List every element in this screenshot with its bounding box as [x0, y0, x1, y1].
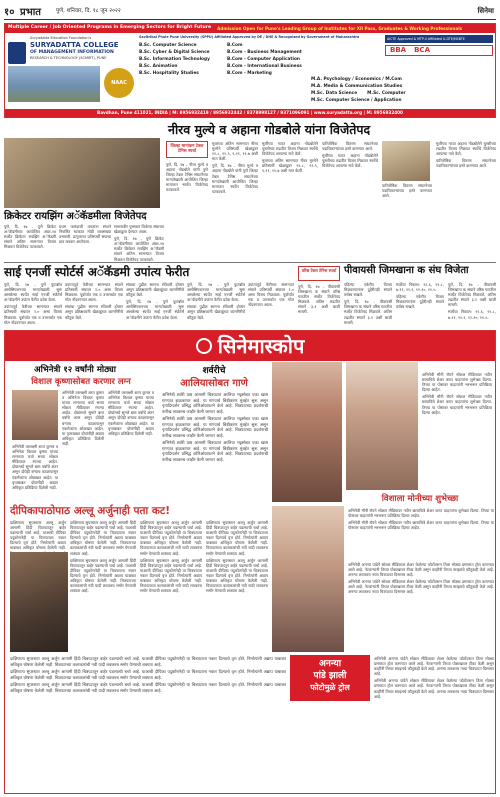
story-football-col4	[187, 282, 245, 328]
story5-headline-line1: अनन्या	[318, 659, 342, 669]
course-bca: BCA	[414, 45, 430, 54]
masthead	[4, 6, 496, 20]
story4-col4	[206, 520, 268, 650]
cinema-banner-title: सिनेमास्कोप	[217, 333, 305, 358]
course-item: M.Sc. Computer	[367, 91, 406, 96]
story4-col2	[70, 520, 136, 650]
story-paragraph: स्पर्धेचा निकाल: ११-६, ११-८, ७-११, ११-९, १२-१०, ११-५.	[448, 309, 496, 320]
story-pickleball-headline: पीवायसी जिमखाना क संघ विजेता	[344, 265, 469, 276]
story-paragraph: दाक्षिणात्य सुपरस्टार अल्लू अर्जुन आगामी हिंदी चित्रपटातून बाहेर पडल्याची चर्चा आहे. याआधी दीपिका पदुकोणनेही या चित्रपटाला नकार दिल्याचे वृत्त होते. निर्मात्यांनी अद्याप याबाबत अधिकृत घोषणा केलेली नाही. चित्रपटाच्या कलाकारांची नवी यादी लवकरच समोर येण्याची शक्यता आहे.	[206, 557, 268, 594]
story5-col2	[10, 656, 286, 790]
story-paragraph: पारितोषिक वितरण संघटनेच्या पदाधिकाऱ्यांच्या हस्ते करण्यात आले.	[322, 141, 378, 152]
story-kids-col2	[212, 141, 258, 208]
story-kids-tag	[166, 141, 208, 158]
story-paragraph: पारितोषिक वितरण संघटनेच्या पदाधिकाऱ्यांच्या हस्ते करण्यात आले.	[436, 158, 496, 169]
story-paragraph: उपांत्यपूर्व फेरीच्या सामन्यात संघाने प्रतिस्पर्धी संघावर २-० असा विजय मिळवला. पूर्वार्धात एक व उत्तरार्धात एक गोल नोंदवण्यात आला.	[65, 282, 123, 303]
course-item: B.Com - International Business	[227, 64, 302, 69]
ad-banner-text: Multiple Career / Job Oriented Programs in Emerging Sectors for Bright Future	[8, 25, 212, 31]
story-paragraph: दाक्षिणात्य सुपरस्टार अल्लू अर्जुन आगामी हिंदी चित्रपटातून बाहेर पडल्याची चर्चा आहे. याआधी दीपिका पदुकोणनेही या चित्रपटाला नकार दिल्याचे वृत्त होते. निर्मात्यांनी अद्याप याबाबत अधिकृत घोषणा केलेली नाही. चित्रपटाच्या कलाकारांची नवी यादी लवकरच समोर येण्याची शक्यता आहे.	[70, 557, 136, 594]
story-paragraph: मुलींच्या गटात अहाना गोडबोलेने चुरशीच्या लढतीत विजय मिळवत स्पर्धेचे विजेतेपद आपल्या नावे केले.	[262, 141, 318, 157]
course-item: M.Sc. Computer Science / Application	[311, 98, 402, 103]
story1-col1	[62, 390, 104, 500]
cinema-banner	[5, 331, 495, 361]
story-football-col1	[4, 282, 62, 328]
campus-photo	[8, 66, 100, 102]
story-paragraph: स्पर्धेचा निकाल: ११-६, ११-८, ७-११, ११-९, १२-१०, ११-५.	[396, 282, 444, 293]
story-paragraph: पुणे, दि. १७ - पुणे फुटबॉल असोसिएशनच्या मान्यतेखाली सुरू असलेल्या स्पर्धेत साई एनर्जी स्पोर्टर्स अॅकॅडमीने उपांत्य फेरीत प्रवेश केला.	[126, 299, 184, 320]
story-pickleball-col3	[396, 282, 444, 328]
story5-headline-line3: फोटोमुळे ट्रोल	[310, 683, 350, 692]
story-cricket-col2	[59, 224, 111, 260]
story-paragraph: अभिनेत्री वरलक्ष्मी शरत कुमार व अभिनेता विशाल कृष्णा यांच्या लग्नाच्या चर्चा सध्या सोशल मीडियावर रंगल्या आहेत. दोघांमध्ये सुमारे बारा वर्षांचे अंतर असून दोघेही बऱ्याच काळापासून एकमेकांना ओळखत आहेत. या वृत्ताबाबत दोघांनीही अद्याप अधिकृत प्रतिक्रिया दिलेली नाही.	[108, 390, 154, 436]
story-paragraph: पुणे, दि. १७ - पीवायसी जिमखाना क संघाने वरिष्ठ गटातील स्पर्धेत विजेतेपद मिळवले. अंतिम लढतीत संघाने ३-१ अशी बाजी मारली.	[298, 284, 340, 315]
story-paragraph: पुणे, दि. १७ - पुणे क्रिकेट अॅकॅडमीच्या आयोजित अंडर-१४ स्पर्धेत क्रिकेटर रायझिंग अॅकॅडमी संघाने अंतिम सामन्यात विजय मिळवत विजेतेपद पटकावले.	[114, 236, 164, 262]
story-kids-col3	[262, 141, 318, 208]
story-paragraph: उपांत्यपूर्व फेरीच्या सामन्यात संघाने प्रतिस्पर्धी संघावर २-० असा विजय मिळवला. पूर्वार्धात एक व उत्तरार्धात एक गोल नोंदवण्यात आला.	[248, 282, 294, 308]
story3-headline: विशाला मोनीच्या शुभेच्छा	[381, 494, 459, 504]
course-item: B.Sc. Animation	[139, 64, 178, 69]
course-item: B.Com - Marketing	[227, 71, 272, 76]
story-pickleball-col2	[344, 282, 392, 328]
story-paragraph: अभिनेत्री मौनी रॉयने सोशल मीडियावर नवीन छायाचित्रे शेअर करत चाहत्यांना शुभेच्छा दिल्या. तिच्या या पोस्टवर चाहत्यांनी भरभरून प्रतिक्रिया दिल्या आहेत.	[348, 520, 494, 531]
story-kids-col1	[166, 162, 208, 208]
story-paragraph: पारितोषिक वितरण संघटनेच्या पदाधिकाऱ्यांच्या हस्ते करण्यात आले.	[382, 183, 432, 199]
course-item: B.Sc. Cyber & Digital Science	[139, 50, 210, 55]
story-paragraph: अभिनेत्री मौनी रॉयने सोशल मीडियावर नवीन छायाचित्रे शेअर करत चाहत्यांना शुभेच्छा दिल्या. तिच्या या पोस्टवर चाहत्यांनी भरभरून प्रतिक्रिया दिल्या आहेत.	[422, 394, 492, 415]
story3-photo	[346, 362, 418, 490]
story-paragraph: संघाचा पुढील सामना रविवारी होणार असून प्रशिक्षकांनी खेळाडूंच्या कामगिरीचे कौतुक केले.	[65, 304, 123, 320]
story-cricket-col1	[4, 224, 56, 260]
story-paragraph: मुलांच्या अंतिम सामन्यात नीरव मुल्येने प्रतिस्पर्धी खेळाडूवर ११-८, ११-९, ९-११, ११-७ अशी मात केली.	[262, 158, 318, 174]
story-paragraph: संघाचा पुढील सामना रविवारी होणार असून प्रशिक्षकांनी खेळाडूंच्या कामगिरीचे कौतुक केले.	[126, 282, 184, 298]
story-paragraph: अभिनेत्री शर्वरी वाघ आगामी चित्रपटात आलिया भट्टसोबत एका खास गाण्यात झळकणार आहे. या गाण्याचे चित्रीकरण मुंबईत सुरू असून नृत्यदिग्दर्शन प्रसिद्ध कोरिओग्राफरने केले आहे. चित्रपटाच्या प्रदर्शनाची तारीख लवकरच जाहीर केली जाणार आहे.	[162, 416, 268, 438]
story-paragraph: अभिनेत्री अनन्या पांडेने सोशल मीडियावर शेअर केलेल्या फोटोंवरून तिला मोठ्या प्रमाणात ट्रोल करण्यात आले आहे. नेटकऱ्यांनी तिच्या पोशाखावर टीका केली असून काहींनी तिच्या स्टाइलचे कौतुकही केले आहे. अनन्या लवकरच नव्या चित्रपटात दिसणार आहे.	[374, 678, 494, 699]
story-paragraph: अभिनेत्री वरलक्ष्मी शरत कुमार व अभिनेता विशाल कृष्णा यांच्या लग्नाच्या चर्चा सध्या सोशल मीडियावर रंगल्या आहेत. दोघांमध्ये सुमारे बारा वर्षांचे अंतर असून दोघेही बऱ्याच काळापासून एकमेकांना ओळखत आहेत. या वृत्ताबाबत दोघांनीही अद्याप अधिकृत प्रतिक्रिया दिलेली नाही.	[12, 444, 58, 490]
course-item: B.Sc. Hospitality Studies	[139, 71, 199, 76]
naac-badge	[104, 68, 134, 98]
story5-col3	[374, 656, 494, 790]
story1-headline-line2: विशाल कृष्णासोबत करणार लग्न	[31, 377, 131, 387]
story-paragraph: दाक्षिणात्य सुपरस्टार अल्लू अर्जुन आगामी हिंदी चित्रपटातून बाहेर पडल्याची चर्चा आहे. याआधी दीपिका पदुकोणनेही या चित्रपटाला नकार दिल्याचे वृत्त होते. निर्मात्यांनी अद्याप याबाबत अधिकृत घोषणा केलेली नाही. चित्रपटाच्या कलाकारांची नवी यादी लवकरच समोर येण्याची शक्यता आहे.	[10, 669, 286, 680]
naac-label: NAAC	[111, 79, 127, 86]
story-kids-col4	[322, 141, 378, 208]
story-pickleball-tag-text: वरिष्ठ टेबल टेनिस स्पर्धा	[301, 268, 337, 273]
story-kids-col6	[436, 141, 496, 208]
story-paragraph: अभिनेत्री मौनी रॉयने सोशल मीडियावर नवीन छायाचित्रे शेअर करत चाहत्यांना शुभेच्छा दिल्या. तिच्या या पोस्टवर चाहत्यांनी भरभरून प्रतिक्रिया दिल्या आहेत.	[348, 508, 494, 519]
story1-headline-line1: अभिनेत्री १२ वर्षांनी मोठ्या	[34, 365, 116, 375]
story-paragraph: पुणे, दि. १७ - नीरव मुल्ये व अहाना गोडबोले यांनी पुणे जिल्हा टेबल टेनिस संघटनेच्या मान्यतेखाली आयोजित जिल्हा मानांकन स्पर्धेत विजेतेपद पटकावले.	[166, 162, 208, 193]
story2-headline-line1: शर्वरीचे	[202, 366, 226, 376]
ad-top-banner	[5, 24, 495, 33]
story5-photo	[272, 506, 344, 652]
story1-photo	[12, 390, 58, 440]
story-paragraph: मुलींच्या गटात अहाना गोडबोलेने चुरशीच्या लढतीत विजय मिळवत स्पर्धेचे विजेतेपद आपल्या नावे केले.	[322, 153, 378, 169]
story5-headline-box	[290, 655, 370, 701]
film-reel-icon	[196, 338, 212, 354]
story-paragraph: दाक्षिणात्य सुपरस्टार अल्लू अर्जुन आगामी हिंदी चित्रपटातून बाहेर पडल्याची चर्चा आहे. याआधी दीपिका पदुकोणनेही या चित्रपटाला नकार दिल्याचे वृत्त होते. निर्मात्यांनी अद्याप याबाबत अधिकृत घोषणा केलेली नाही. चित्रपटाच्या कलाकारांची नवी यादी लवकरच समोर येण्याची शक्यता आहे.	[10, 656, 286, 667]
story-paragraph: पुणे, दि. १७ - पीवायसी जिमखाना क संघाने वरिष्ठ गटातील स्पर्धेत विजेतेपद मिळवले. अंतिम लढतीत संघाने ३-१ अशी बाजी मारली.	[448, 282, 496, 308]
story1-col2	[108, 390, 154, 500]
story-paragraph: मुलांच्या अंतिम सामन्यात नीरव मुल्येने प्रतिस्पर्धी खेळाडूवर ११-८, ११-९, ९-११, ११-७ अशी मात केली.	[212, 141, 258, 162]
story-football-headline: साई एनर्जी स्पोर्टर्स अॅकॅडमी उपांत्य फेरीत	[4, 265, 190, 279]
section-label: सिनेमा	[477, 7, 494, 15]
trophy-photo	[382, 141, 430, 181]
divider	[4, 262, 496, 263]
college-line-0: Suryadatta Education Foundation's	[30, 36, 92, 40]
story-paragraph: अभिनेत्री अनन्या पांडेने सोशल मीडियावर शेअर केलेल्या फोटोंवरून तिला मोठ्या प्रमाणात ट्रोल करण्यात आले आहे. नेटकऱ्यांनी तिच्या पोशाखावर टीका केली असून काहींनी तिच्या स्टाइलचे कौतुकही केले आहे. अनन्या लवकरच नव्या चित्रपटात दिसणार आहे.	[348, 579, 494, 595]
story-paragraph: संघाचा पुढील सामना रविवारी होणार असून प्रशिक्षकांनी खेळाडूंच्या कामगिरीचे कौतुक केले.	[187, 304, 245, 320]
story-paragraph: प्रथम फलंदाजी करताना संघाने निर्धारित षटकांत मोठी धावसंख्या उभारली. प्रत्युत्तरात प्रतिस्पर्धी संघाचा डाव लवकर आटोपला.	[59, 224, 111, 245]
story-paragraph: पुणे, दि. १७ - पुणे फुटबॉल असोसिएशनच्या मान्यतेखाली सुरू असलेल्या स्पर्धेत साई एनर्जी स्पोर्टर्स अॅकॅडमीने उपांत्य फेरीत प्रवेश केला.	[4, 282, 62, 303]
course-bba: BBA	[390, 45, 407, 54]
story-paragraph: अभिनेत्री अनन्या पांडेने सोशल मीडियावर शेअर केलेल्या फोटोंवरून तिला मोठ्या प्रमाणात ट्रोल करण्यात आले आहे. नेटकऱ्यांनी तिच्या पोशाखावर टीका केली असून काहींनी तिच्या स्टाइलचे कौतुकही केले आहे. अनन्या लवकरच नव्या चित्रपटात दिसणार आहे.	[348, 562, 494, 578]
story-paragraph: दाक्षिणात्य सुपरस्टार अल्लू अर्जुन आगामी हिंदी चित्रपटातून बाहेर पडल्याची चर्चा आहे. याआधी दीपिका पदुकोणनेही या चित्रपटाला नकार दिल्याचे वृत्त होते. निर्मात्यांनी अद्याप याबाबत अधिकृत घोषणा केलेली नाही.	[10, 520, 66, 551]
story-cricket-headline: क्रिकेटर रायझिंग अॅकॅडमीला विजेतेपद	[4, 211, 147, 222]
ad-footer	[5, 109, 495, 117]
course-item: B.Sc. Computer Science	[139, 43, 197, 48]
story-paragraph: पुणे, दि. १७ - पुणे फुटबॉल असोसिएशनच्या मान्यतेखाली सुरू असलेल्या स्पर्धेत साई एनर्जी स्पोर्टर्स अॅकॅडमीने उपांत्य फेरीत प्रवेश केला.	[187, 282, 245, 303]
courses-col1	[139, 42, 223, 77]
story-football-col3	[126, 282, 184, 328]
story-paragraph: दाक्षिणात्य सुपरस्टार अल्लू अर्जुन आगामी हिंदी चित्रपटातून बाहेर पडल्याची चर्चा आहे. याआधी दीपिका पदुकोणनेही या चित्रपटाला नकार दिल्याचे वृत्त होते. निर्मात्यांनी अद्याप याबाबत अधिकृत घोषणा केलेली नाही. चित्रपटाच्या कलाकारांची नवी यादी लवकरच समोर येण्याची शक्यता आहे.	[140, 557, 202, 594]
story4-headline: दीपिकापाठोपाठ अल्लू अर्जुनाही पता कट!	[10, 505, 171, 517]
college-line-3: RESEARCH & TECHNOLOGY (SCMIRT), PUNE	[30, 56, 107, 60]
story-pickleball-tag	[298, 266, 340, 281]
story2-col1	[162, 392, 268, 500]
story4-col1	[10, 520, 66, 550]
story-paragraph: मुलींच्या गटात अहाना गोडबोलेने चुरशीच्या लढतीत विजय मिळवत स्पर्धेचे विजेतेपद आपल्या नावे केले.	[436, 141, 496, 157]
story5-col1	[348, 562, 494, 652]
course-item: M.Sc. Data Science	[311, 91, 358, 96]
courses-col3	[311, 76, 495, 104]
story-kids-headline: नीरव मुल्ये व अहाना गोडबोले यांना विजेतेपद	[168, 122, 371, 137]
ad-block	[4, 23, 496, 118]
story-pickleball-col4	[448, 282, 496, 328]
story-paragraph: अभिनेत्री शर्वरी वाघ आगामी चित्रपटात आलिया भट्टसोबत एका खास गाण्यात झळकणार आहे. या गाण्याचे चित्रीकरण मुंबईत सुरू असून नृत्यदिग्दर्शन प्रसिद्ध कोरिओग्राफरने केले आहे. चित्रपटाच्या प्रदर्शनाची तारीख लवकरच जाहीर केली जाणार आहे.	[162, 392, 268, 414]
ad-banner-right: Admission Open for Pune's Leading Group of Institutes for XII Pass, Graduates & Working Professionals	[217, 25, 463, 31]
course-item: M.A. Psychology / Economics / M.Com	[311, 77, 402, 82]
story-paragraph: पुणे, दि. १७ - पुणे क्रिकेट अॅकॅडमीच्या आयोजित अंडर-१४ स्पर्धेत क्रिकेटर रायझिंग अॅकॅडमी संघाने अंतिम सामन्यात विजय मिळवत विजेतेपद पटकावले.	[4, 224, 56, 250]
course-item: B.Com - Computer Application	[227, 57, 300, 62]
story-kids-tag-text: जिल्हा मानांकन टेबल टेनिस स्पर्धा	[170, 144, 204, 154]
college-line-1: SURYADATTA COLLEGE	[30, 41, 119, 49]
story-paragraph: अभिनेत्री शर्वरी वाघ आगामी चित्रपटात आलिया भट्टसोबत एका खास गाण्यात झळकणार आहे. या गाण्याचे चित्रीकरण मुंबईत सुरू असून नृत्यदिग्दर्शन प्रसिद्ध कोरिओग्राफरने केले आहे. चित्रपटाच्या प्रदर्शनाची तारीख लवकरच जाहीर केली जाणार आहे.	[162, 440, 268, 462]
story5-headline-line2: पांडे झाली	[313, 671, 347, 681]
story-paragraph: पुणे, दि. १७ - पीवायसी जिमखाना क संघाने वरिष्ठ गटातील स्पर्धेत विजेतेपद मिळवले. अंतिम लढतीत संघाने ३-१ अशी बाजी मारली.	[344, 299, 392, 325]
courses-col2	[227, 42, 309, 77]
story1-col1b	[12, 444, 58, 500]
date-line: पुणे, शनिवार, दि. १८ जून २०२२	[56, 8, 121, 14]
course-item: B.Com	[227, 43, 243, 48]
bba-bca-box	[385, 45, 493, 56]
story2-photo	[272, 362, 342, 502]
story-cricket-col3	[114, 224, 164, 260]
course-item: B.Com - Business Management	[227, 50, 302, 55]
story-paragraph: अभिनेत्री वरलक्ष्मी शरत कुमार व अभिनेता विशाल कृष्णा यांच्या लग्नाच्या चर्चा सध्या सोशल मीडियावर रंगल्या आहेत. दोघांमध्ये सुमारे बारा वर्षांचे अंतर असून दोघेही बऱ्याच काळापासून एकमेकांना ओळखत आहेत. या वृत्ताबाबत दोघांनीही अद्याप अधिकृत प्रतिक्रिया दिलेली नाही.	[62, 390, 104, 446]
story4-photo	[10, 552, 68, 652]
story-paragraph: उपांत्यपूर्व फेरीच्या सामन्यात संघाने प्रतिस्पर्धी संघावर २-० असा विजय मिळवला. पूर्वार्धात एक व उत्तरार्धात एक गोल नोंदवण्यात आला.	[4, 304, 62, 325]
college-block	[8, 36, 136, 104]
story3-col	[422, 372, 492, 492]
university-line: Savitribai Phule Pune University (SPPU) Affiliated Approved by DE / DHE & Recognized by Government of Maharashtra	[139, 35, 360, 39]
story-kids-col5	[382, 183, 432, 208]
story-paragraph: अभिनेत्री मौनी रॉयने सोशल मीडियावर नवीन छायाचित्रे शेअर करत चाहत्यांना शुभेच्छा दिल्या. तिच्या या पोस्टवर चाहत्यांनी भरभरून प्रतिक्रिया दिल्या आहेत.	[422, 372, 492, 393]
course-item: B.Sc. Information Technology	[139, 57, 210, 62]
story-football-col5	[248, 282, 294, 328]
story-paragraph: पुणे, दि. १७ - नीरव मुल्ये व अहाना गोडबोले यांनी पुणे जिल्हा टेबल टेनिस संघटनेच्या मान्यतेखाली आयोजित जिल्हा मानांकन स्पर्धेत विजेतेपद पटकावले.	[212, 163, 258, 194]
story-paragraph: पहिल्या एकेरीत विजय मिळवल्यानंतर दुहेरीतही संघाने वर्चस्व राखले.	[396, 294, 444, 310]
story-paragraph: दाक्षिणात्य सुपरस्टार अल्लू अर्जुन आगामी हिंदी चित्रपटातून बाहेर पडल्याची चर्चा आहे. याआधी दीपिका पदुकोणनेही या चित्रपटाला नकार दिल्याचे वृत्त होते. निर्मात्यांनी अद्याप याबाबत अधिकृत घोषणा केलेली नाही. चित्रपटाच्या कलाकारांची नवी यादी लवकरच समोर येण्याची शक्यता आहे.	[206, 520, 268, 556]
story2-headline-line2: आलियासोबत गाणे	[180, 378, 248, 389]
course-item: M.A. Media & Communication Studies	[311, 84, 403, 89]
story4-col3	[140, 520, 202, 650]
college-logo-icon	[8, 42, 26, 64]
story-paragraph: दाक्षिणात्य सुपरस्टार अल्लू अर्जुन आगामी हिंदी चित्रपटातून बाहेर पडल्याची चर्चा आहे. याआधी दीपिका पदुकोणनेही या चित्रपटाला नकार दिल्याचे वृत्त होते. निर्मात्यांनी अद्याप याबाबत अधिकृत घोषणा केलेली नाही. चित्रपटाच्या कलाकारांची नवी यादी लवकरच समोर येण्याची शक्यता आहे.	[70, 520, 136, 556]
story-paragraph: पहिल्या एकेरीत विजय मिळवल्यानंतर दुहेरीतही संघाने वर्चस्व राखले.	[344, 282, 392, 298]
ad-footer-text: Bavdhan, Pune 411021, INDIA | M: 8956932419 / 8956932442 / 8378998127 / 9371096091 | www.suryadatta.org | M: 8956932400	[97, 110, 403, 116]
story3-body	[348, 508, 494, 558]
accreditation-text: AICTE Approved & MTP-II Affiliated & DTE/MSBTE	[387, 36, 465, 41]
course-pair	[311, 90, 495, 97]
page-number: १०	[4, 7, 15, 18]
story-paragraph: दाक्षिणात्य सुपरस्टार अल्लू अर्जुन आगामी हिंदी चित्रपटातून बाहेर पडल्याची चर्चा आहे. याआधी दीपिका पदुकोणनेही या चित्रपटाला नकार दिल्याचे वृत्त होते. निर्मात्यांनी अद्याप याबाबत अधिकृत घोषणा केलेली नाही. चित्रपटाच्या कलाकारांची नवी यादी लवकरच समोर येण्याची शक्यता आहे.	[10, 682, 286, 693]
college-line-2: OF MANAGEMENT INFORMATION	[30, 50, 114, 55]
story-paragraph: सामनावीर पुरस्कार विजेत्या संघाच्या खेळाडूला देण्यात आला.	[114, 224, 164, 235]
table-tennis-photo	[4, 138, 160, 208]
story-paragraph: दाक्षिणात्य सुपरस्टार अल्लू अर्जुन आगामी हिंदी चित्रपटातून बाहेर पडल्याची चर्चा आहे. याआधी दीपिका पदुकोणनेही या चित्रपटाला नकार दिल्याचे वृत्त होते. निर्मात्यांनी अद्याप याबाबत अधिकृत घोषणा केलेली नाही. चित्रपटाच्या कलाकारांची नवी यादी लवकरच समोर येण्याची शक्यता आहे.	[140, 520, 202, 556]
story-football-col2	[65, 282, 123, 328]
accreditation-box	[385, 35, 493, 43]
story-pickleball-col1	[298, 284, 340, 328]
story-paragraph: अभिनेत्री अनन्या पांडेने सोशल मीडियावर शेअर केलेल्या फोटोंवरून तिला मोठ्या प्रमाणात ट्रोल करण्यात आले आहे. नेटकऱ्यांनी तिच्या पोशाखावर टीका केली असून काहींनी तिच्या स्टाइलचे कौतुकही केले आहे. अनन्या लवकरच नव्या चित्रपटात दिसणार आहे.	[374, 656, 494, 677]
paper-name: प्रभात	[20, 7, 42, 18]
